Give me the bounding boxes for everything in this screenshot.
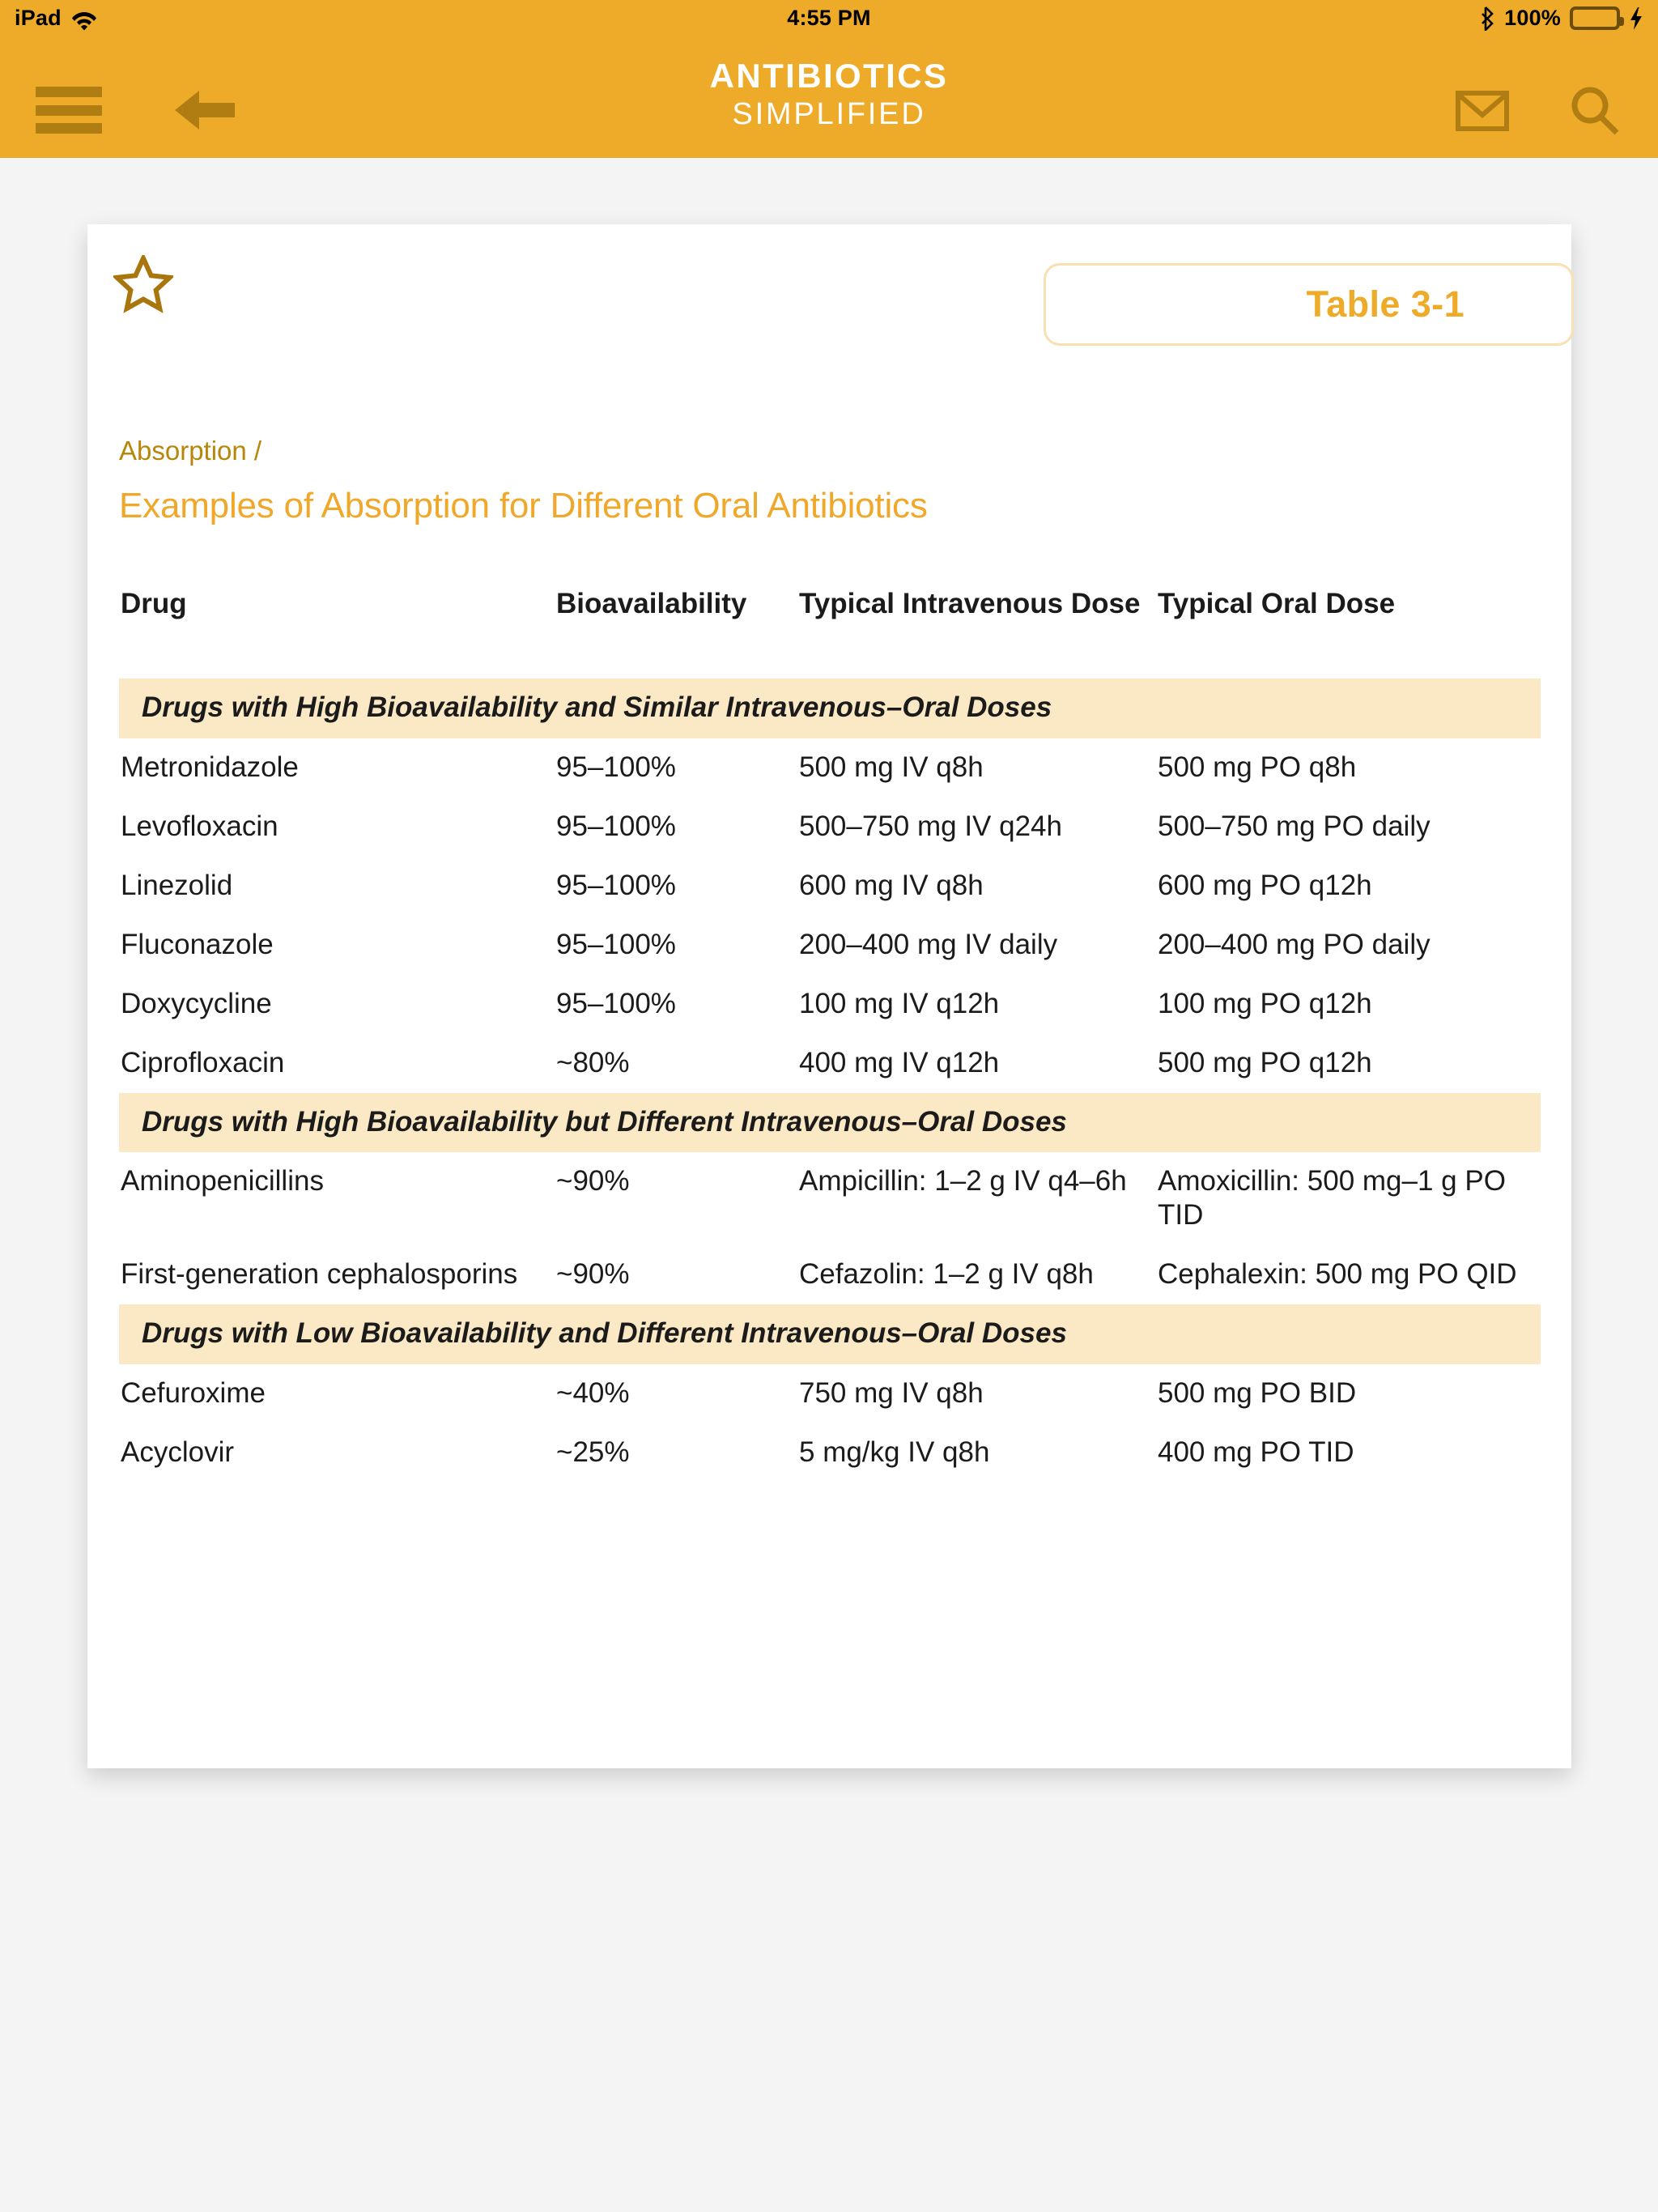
cell-drug: Doxycycline: [121, 987, 272, 1019]
table-row[interactable]: [119, 1034, 1541, 1093]
cell-iv-dose: 500–750 mg IV q24h: [799, 810, 1062, 842]
cell-oral-dose: 500 mg PO q12h: [1158, 1046, 1372, 1078]
table-row[interactable]: [119, 975, 1541, 1034]
section-heading: Drugs with High Bioavailability but Different Intravenous–Oral Doses: [119, 1093, 1541, 1153]
status-bar-clock: 4:55 PM: [787, 6, 871, 30]
battery-icon: [1570, 6, 1620, 30]
cell-drug: Aminopenicillins: [121, 1165, 324, 1197]
cell-oral-dose: Cephalexin: 500 mg PO QID: [1158, 1258, 1517, 1290]
cell-drug: Ciprofloxacin: [121, 1046, 285, 1078]
table-number-label: Table 3-1: [1306, 283, 1465, 325]
lightning-bolt-icon: [1629, 6, 1643, 31]
table-section-header-row: [119, 678, 1541, 738]
table-title: Examples of Absorption for Different Oral Antibiotics: [119, 486, 928, 525]
column-header-iv-dose: Typical Intravenous Dose: [799, 588, 1141, 619]
ios-status-bar: [0, 0, 1658, 36]
cell-drug: First-generation cephalosporins: [121, 1258, 518, 1290]
status-bar-right: [1479, 0, 1643, 36]
cell-oral-dose: 600 mg PO q12h: [1158, 869, 1372, 901]
cell-iv-dose: 600 mg IV q8h: [799, 869, 984, 901]
cell-oral-dose: 200–400 mg PO daily: [1158, 928, 1431, 960]
cell-bioavailability: ~40%: [556, 1376, 630, 1409]
app-title-secondary: SIMPLIFIED: [732, 97, 926, 131]
app-title-primary: ANTIBIOTICS: [709, 57, 949, 95]
cell-iv-dose: 400 mg IV q12h: [799, 1046, 1000, 1078]
table-section-header-row: [119, 1304, 1541, 1364]
cell-iv-dose: 750 mg IV q8h: [799, 1376, 984, 1409]
cell-iv-dose: Cefazolin: 1–2 g IV q8h: [799, 1258, 1094, 1290]
breadcrumb[interactable]: Absorption /: [119, 436, 262, 466]
table-row[interactable]: [119, 1245, 1541, 1304]
device-name-label: iPad: [15, 6, 62, 30]
cell-bioavailability: 95–100%: [556, 928, 676, 960]
table-body: [119, 678, 1541, 1482]
cell-oral-dose: 500 mg PO BID: [1158, 1376, 1357, 1409]
table-content-card: [87, 224, 1571, 1768]
section-heading: Drugs with Low Bioavailability and Different Intravenous–Oral Doses: [119, 1304, 1541, 1364]
mail-icon[interactable]: [1456, 90, 1509, 132]
cell-bioavailability: 95–100%: [556, 751, 676, 783]
bluetooth-icon: [1479, 6, 1495, 31]
table-head: [119, 587, 1541, 678]
cell-bioavailability: ~25%: [556, 1436, 630, 1468]
table-row[interactable]: [119, 1423, 1541, 1482]
cell-iv-dose: Ampicillin: 1–2 g IV q4–6h: [799, 1165, 1127, 1197]
search-icon[interactable]: [1569, 85, 1621, 137]
cell-drug: Acyclovir: [121, 1436, 235, 1468]
cell-iv-dose: 100 mg IV q12h: [799, 987, 1000, 1019]
cell-bioavailability: ~80%: [556, 1046, 630, 1078]
table-row[interactable]: [119, 1152, 1541, 1245]
cell-oral-dose: Amoxicillin: 500 mg–1 g PO TID: [1158, 1165, 1506, 1231]
cell-bioavailability: ~90%: [556, 1258, 630, 1290]
cell-bioavailability: ~90%: [556, 1165, 630, 1197]
star-outline-icon[interactable]: [113, 255, 173, 315]
table-header-row: [119, 587, 1541, 678]
table-row[interactable]: [119, 1364, 1541, 1423]
column-header-oral-dose: Typical Oral Dose: [1158, 588, 1396, 619]
cell-bioavailability: 95–100%: [556, 869, 676, 901]
cell-iv-dose: 200–400 mg IV daily: [799, 928, 1058, 960]
cell-drug: Fluconazole: [121, 928, 274, 960]
absorption-data-table: [119, 587, 1541, 1482]
cell-drug: Cefuroxime: [121, 1376, 266, 1409]
cell-oral-dose: 500 mg PO q8h: [1158, 751, 1357, 783]
table-section-header-row: [119, 1093, 1541, 1153]
cell-oral-dose: 100 mg PO q12h: [1158, 987, 1372, 1019]
app-nav-bar: [0, 36, 1658, 158]
cell-drug: Levofloxacin: [121, 810, 278, 842]
table-row[interactable]: [119, 916, 1541, 975]
cell-oral-dose: 400 mg PO TID: [1158, 1436, 1354, 1468]
cell-iv-dose: 5 mg/kg IV q8h: [799, 1436, 990, 1468]
cell-bioavailability: 95–100%: [556, 810, 676, 842]
table-number-badge: [1044, 263, 1574, 346]
cell-iv-dose: 500 mg IV q8h: [799, 751, 984, 783]
table-row[interactable]: [119, 738, 1541, 798]
nav-right-group: [1456, 85, 1621, 137]
battery-percent-label: 100%: [1504, 6, 1561, 30]
section-heading: Drugs with High Bioavailability and Similar Intravenous–Oral Doses: [119, 678, 1541, 738]
column-header-bioavailability: Bioavailability: [556, 588, 747, 619]
column-header-drug: Drug: [121, 588, 187, 619]
table-row[interactable]: [119, 857, 1541, 916]
table-row[interactable]: [119, 798, 1541, 857]
page-title-header: [0, 59, 1658, 130]
cell-oral-dose: 500–750 mg PO daily: [1158, 810, 1431, 842]
cell-bioavailability: 95–100%: [556, 987, 676, 1019]
cell-drug: Metronidazole: [121, 751, 299, 783]
cell-drug: Linezolid: [121, 869, 233, 901]
